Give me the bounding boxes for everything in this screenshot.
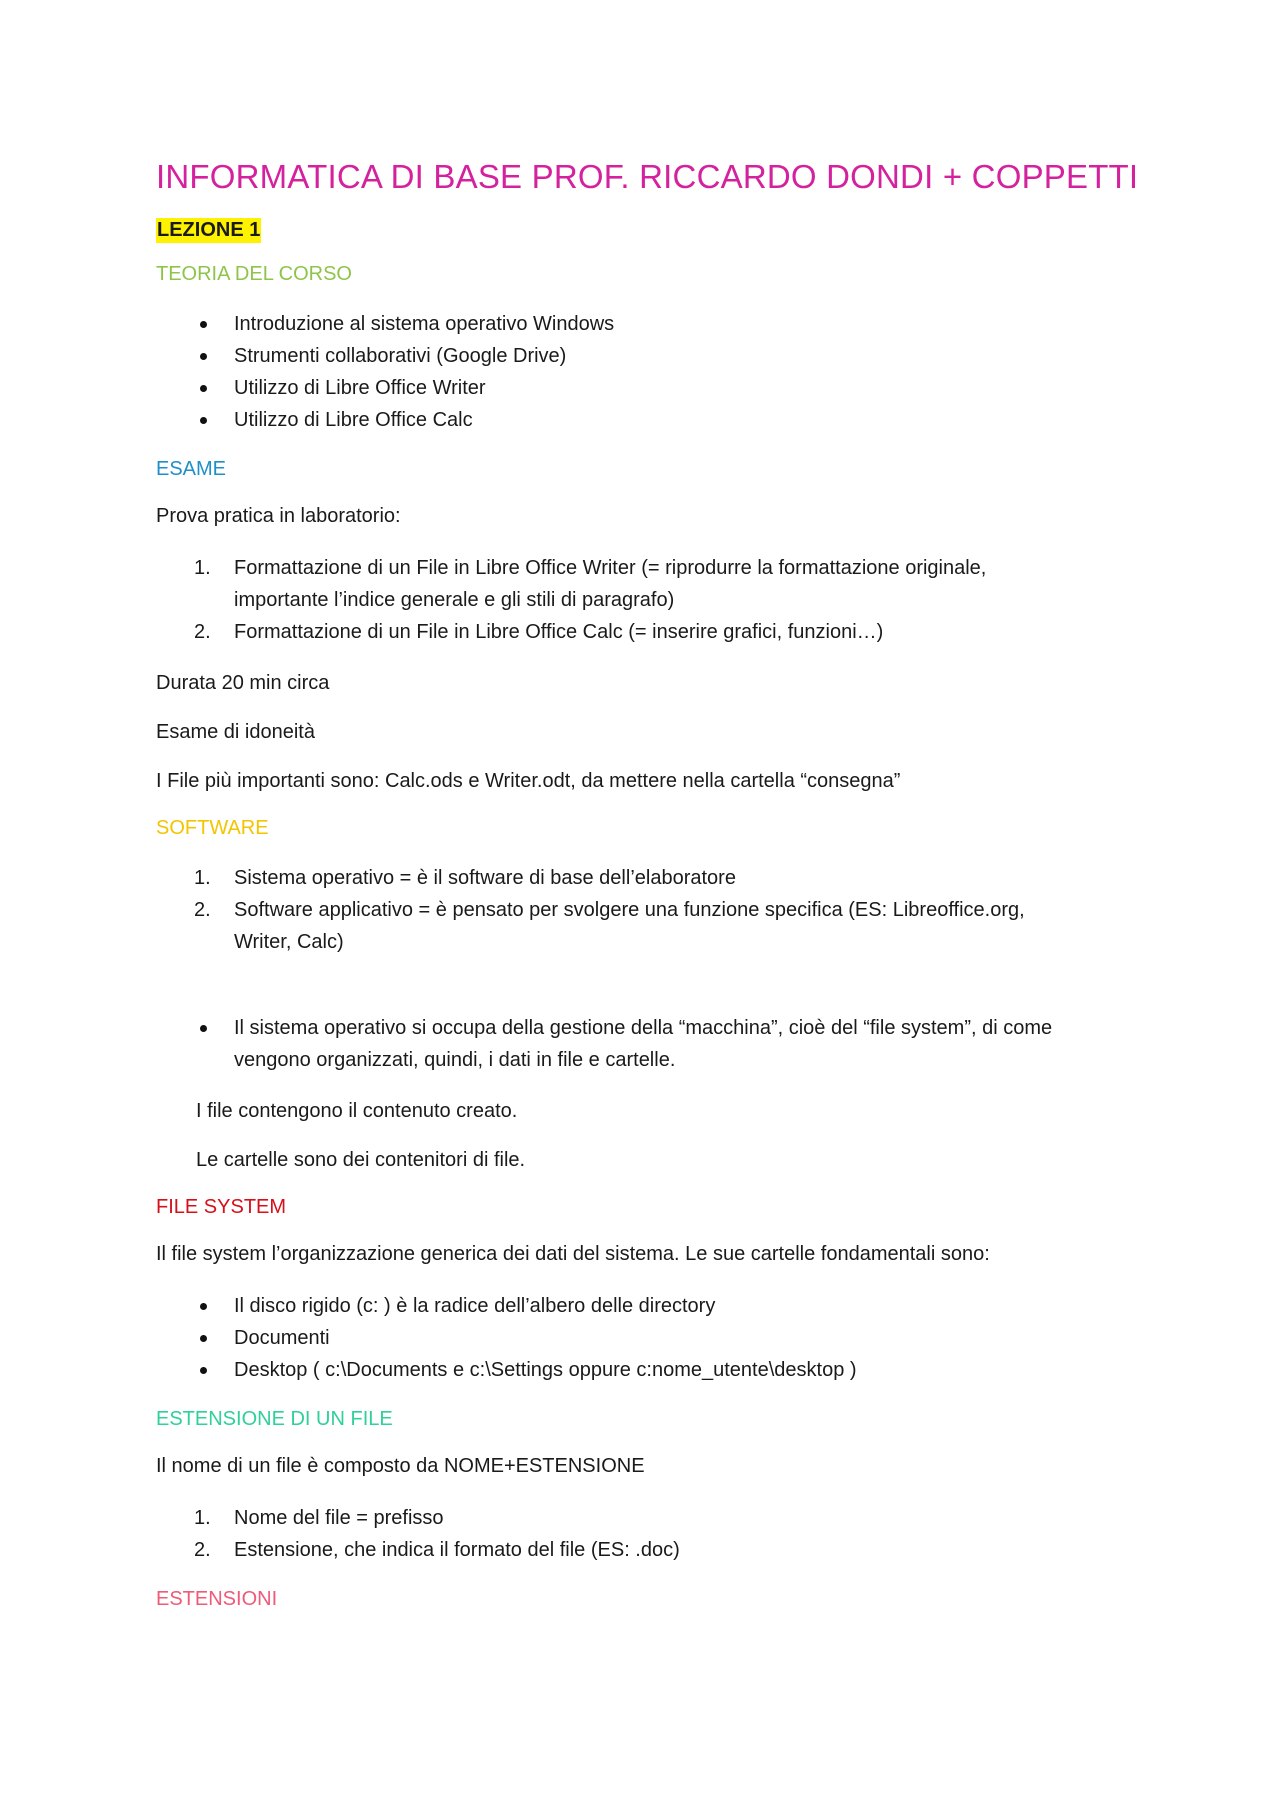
software-list: [156, 862, 1180, 958]
list-text: Sistema operativo = è il software di base dell’elaboratore: [234, 867, 736, 889]
list-item: [156, 894, 1180, 958]
list-item: [156, 862, 1180, 894]
exam-list: [156, 552, 1180, 648]
list-number: 1.: [194, 557, 211, 579]
list-item: Strumenti collaborativi (Google Drive): [156, 340, 1180, 372]
exam-duration: Durata 20 min circa: [156, 672, 330, 694]
software-bullet-list: [156, 1012, 1180, 1076]
list-item: [156, 1012, 1180, 1076]
list-text: Writer, Calc): [234, 931, 344, 953]
list-item: [156, 1534, 1180, 1566]
filesystem-intro: Il file system l’organizzazione generica dei dati del sistema. Le sue cartelle fondamentali sono:: [156, 1243, 990, 1265]
list-text: Estensione, che indica il formato del file (ES: .doc): [234, 1539, 680, 1561]
heading-file-system: FILE SYSTEM: [156, 1196, 287, 1218]
document-title: INFORMATICA DI BASE PROF. RICCARDO DONDI + COPPETTI: [156, 158, 1139, 195]
list-number: 2.: [194, 621, 211, 643]
list-text: Formattazione di un File in Libre Office Writer (= riprodurre la formattazione originale,: [234, 557, 987, 579]
list-item: Utilizzo di Libre Office Writer: [156, 372, 1180, 404]
heading-teoria: TEORIA DEL CORSO: [156, 263, 352, 285]
lesson-heading: LEZIONE 1: [157, 219, 261, 241]
list-item: Il disco rigido (c: ) è la radice dell’albero delle directory: [156, 1290, 1180, 1322]
heading-esame: ESAME: [156, 458, 227, 480]
exam-intro: Prova pratica in laboratorio:: [156, 505, 401, 527]
blank-line: [156, 980, 1180, 1012]
list-item: Introduzione al sistema operativo Windows: [156, 308, 1180, 340]
list-number: 2.: [194, 899, 211, 921]
extension-list: [156, 1502, 1180, 1566]
exam-type: Esame di idoneità: [156, 721, 315, 743]
list-item: [156, 552, 1180, 616]
exam-files: I File più importanti sono: Calc.ods e Writer.odt, da mettere nella cartella “consegna”: [156, 770, 901, 792]
list-text: vengono organizzati, quindi, i dati in file e cartelle.: [234, 1049, 676, 1071]
files-note: I file contengono il contenuto creato.: [196, 1100, 518, 1122]
list-text: importante l’indice generale e gli stili di paragrafo): [234, 589, 675, 611]
list-item: [156, 616, 1180, 648]
list-item: Documenti: [156, 1322, 1180, 1354]
list-text: Software applicativo = è pensato per svolgere una funzione specifica (ES: Libreoffice.org,: [234, 899, 1025, 921]
list-item: Desktop ( c:\Documents e c:\Settings oppure c:nome_utente\desktop ): [156, 1354, 1180, 1386]
heading-estensioni: ESTENSIONI: [156, 1588, 278, 1610]
list-item: Utilizzo di Libre Office Calc: [156, 404, 1180, 436]
list-number: 1.: [194, 867, 211, 889]
folders-note: Le cartelle sono dei contenitori di file.: [196, 1149, 526, 1171]
list-text: Formattazione di un File in Libre Office Calc (= inserire grafici, funzioni…): [234, 621, 884, 643]
heading-estensione: ESTENSIONE DI UN FILE: [156, 1408, 393, 1430]
list-text: Nome del file = prefisso: [234, 1507, 444, 1529]
list-number: 1.: [194, 1507, 211, 1529]
theory-list: [156, 308, 1180, 436]
list-item: [156, 1502, 1180, 1534]
heading-software: SOFTWARE: [156, 817, 269, 839]
list-number: 2.: [194, 1539, 211, 1561]
list-text: Il sistema operativo si occupa della gestione della “macchina”, cioè del “file system”, di come: [234, 1017, 1053, 1039]
filesystem-list: [156, 1290, 1180, 1386]
extension-intro: Il nome di un file è composto da NOME+ESTENSIONE: [156, 1455, 645, 1477]
